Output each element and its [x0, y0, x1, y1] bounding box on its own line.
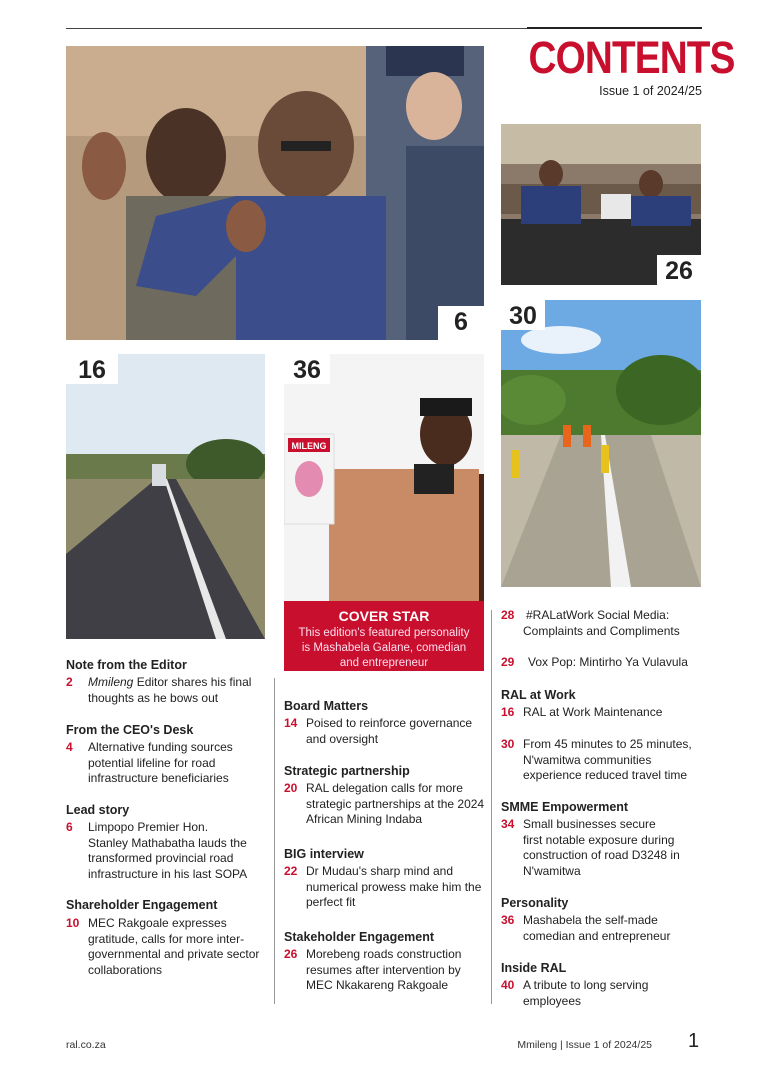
- premier-image: [66, 46, 484, 340]
- toc-text-10a: MEC Rakgoale expresses: [88, 916, 227, 930]
- toc-text-20b: strategic partnerships at the 2024: [306, 796, 485, 811]
- cover-star-line2: is Mashabela Galane, comedian: [301, 642, 467, 654]
- toc-num-4: 4: [66, 740, 73, 754]
- toc-num-2: 2: [66, 675, 73, 689]
- section-board: Board Matters: [284, 699, 369, 713]
- toc-num-29: 29: [501, 655, 515, 669]
- section-ceo: From the CEO's Desk: [66, 723, 194, 737]
- toc-text-2a: Editor shares his final: [133, 675, 252, 689]
- toc-text-34c: construction of road D3248 in: [523, 848, 680, 862]
- section-shareholder: Shareholder Engagement: [66, 898, 218, 912]
- footer-url[interactable]: ral.co.za: [66, 1039, 106, 1051]
- toc-text-6b: Stanley Mathabatha lauds the: [88, 835, 247, 850]
- toc-text-6d: infrastructure in his last SOPA: [88, 866, 248, 881]
- toc-num-22: 22: [284, 864, 298, 878]
- issue-label: Issue 1 of 2024/25: [599, 84, 702, 98]
- toc-text-34d: N'wamitwa: [523, 863, 581, 878]
- page-badge-30: 30: [501, 300, 545, 330]
- toc-text-20c: African Mining Indaba: [306, 812, 423, 826]
- toc-text-36a: Mashabela the self-made: [523, 913, 658, 927]
- photo-board[interactable]: [501, 124, 701, 285]
- section-ral-at-work: RAL at Work: [501, 688, 576, 702]
- section-inside-ral: Inside RAL: [501, 961, 567, 975]
- toc-text-14a: Poised to reinforce governance: [306, 716, 473, 730]
- toc-item-4[interactable]: [66, 740, 266, 788]
- toc-text-6a: Limpopo Premier Hon.: [88, 820, 209, 834]
- toc-text-26b: resumes after intervention by: [306, 962, 461, 977]
- toc-text-14b: and oversight: [306, 731, 379, 746]
- section-big-interview: BIG interview: [284, 847, 364, 861]
- cover-star-box[interactable]: [284, 601, 484, 671]
- toc-num-40: 40: [501, 978, 515, 992]
- toc-text-22c: perfect fit: [306, 895, 356, 909]
- page-badge-26: 26: [657, 255, 701, 285]
- page-badge-16: 16: [66, 354, 118, 384]
- toc-text-29a: Vox Pop: Mintirho Ya Vulavula: [528, 655, 688, 669]
- toc-text-6c: transformed provincial road: [88, 851, 234, 865]
- toc-text-28b: Complaints and Compliments: [523, 623, 680, 638]
- cover-star-line1: This edition's featured personality: [298, 627, 470, 639]
- toc-num-36: 36: [501, 913, 515, 927]
- toc-item-40[interactable]: [501, 978, 706, 1010]
- toc-text-22a: Dr Mudau's sharp mind and: [306, 864, 454, 878]
- cover-star-image: [284, 354, 484, 602]
- magazine-masthead: MILENG: [291, 441, 327, 451]
- road-closure-image: [501, 300, 701, 587]
- toc-num-20: 20: [284, 781, 298, 795]
- toc-text-22b: numerical prowess make him the: [306, 879, 482, 894]
- toc-item-30[interactable]: [501, 737, 706, 785]
- rural-road-image: [66, 354, 265, 639]
- toc-text-16a: RAL at Work Maintenance: [523, 705, 663, 719]
- toc-text-28a: #RALatWork Social Media:: [526, 608, 670, 622]
- toc-item-20[interactable]: [284, 781, 489, 829]
- toc-item-10[interactable]: [66, 916, 276, 980]
- toc-text-10c: governmental and private sector: [88, 947, 260, 961]
- toc-num-6: 6: [66, 820, 73, 834]
- top-rule-accent: [527, 27, 702, 29]
- toc-text-36b: comedian and entrepreneur: [523, 928, 671, 943]
- footer-publication: Mmileng | Issue 1 of 2024/25: [517, 1039, 652, 1051]
- section-personality: Personality: [501, 896, 569, 910]
- page-title: CONTENTS: [528, 32, 735, 83]
- page-badge-6: 6: [438, 306, 484, 340]
- photo-cover-star[interactable]: [284, 354, 484, 602]
- toc-text-4b: potential lifeline for road: [88, 755, 216, 770]
- toc-num-14: 14: [284, 716, 298, 730]
- toc-text-2b: thoughts as he bows out: [88, 690, 219, 705]
- toc-text-4a: Alternative funding sources: [88, 740, 233, 754]
- toc-text-40b: employees: [523, 993, 582, 1008]
- column-divider-2: [491, 610, 492, 1004]
- toc-item-2[interactable]: [66, 675, 266, 707]
- toc-num-30: 30: [501, 737, 515, 751]
- page-badge-36: 36: [284, 354, 330, 384]
- toc-item-6[interactable]: [66, 820, 266, 884]
- toc-item-28[interactable]: [501, 608, 706, 640]
- footer-page-number: 1: [688, 1030, 700, 1052]
- photo-rural-road[interactable]: [66, 354, 265, 639]
- toc-item-36[interactable]: [501, 913, 706, 945]
- toc-num-26: 26: [284, 947, 298, 961]
- toc-text-4c: infrastructure beneficiaries: [88, 771, 229, 785]
- section-stakeholder: Stakeholder Engagement: [284, 930, 435, 944]
- toc-text-30c: experience reduced travel time: [523, 768, 688, 782]
- cover-star-line3: and entrepreneur: [339, 657, 429, 669]
- toc-text-26a: Morebeng roads construction: [306, 947, 462, 961]
- toc-item-29[interactable]: [501, 655, 706, 671]
- section-editor: Note from the Editor: [66, 658, 187, 672]
- toc-text-30a: From 45 minutes to 25 minutes,: [523, 737, 692, 751]
- cover-star-heading: COVER STAR: [338, 608, 430, 624]
- toc-item-22[interactable]: [284, 864, 489, 912]
- toc-text-10d: collaborations: [88, 962, 163, 977]
- toc-num-16: 16: [501, 705, 515, 719]
- toc-text-30b: N'wamitwa communities: [523, 752, 652, 767]
- photo-premier[interactable]: [66, 46, 484, 340]
- section-lead: Lead story: [66, 803, 130, 817]
- toc-num-10: 10: [66, 916, 80, 930]
- section-smme: SMME Empowerment: [501, 800, 629, 814]
- toc-num-28: 28: [501, 608, 515, 622]
- toc-item-34[interactable]: [501, 817, 706, 881]
- toc-num-34: 34: [501, 817, 515, 831]
- toc-text-34a: Small businesses secure: [523, 817, 656, 831]
- toc-item-14[interactable]: [284, 716, 489, 748]
- section-strategic: Strategic partnership: [284, 764, 410, 778]
- toc-text-20a: RAL delegation calls for more: [306, 781, 463, 795]
- toc-text-40a: A tribute to long serving: [523, 978, 649, 992]
- toc-text-26c: MEC Nkakareng Rakgoale: [306, 978, 449, 992]
- toc-mag-name: Mmileng: [88, 675, 134, 689]
- toc-text-34b: first notable exposure during: [523, 832, 675, 847]
- photo-road-closure[interactable]: [501, 300, 701, 587]
- toc-item-26[interactable]: [284, 947, 489, 995]
- toc-text-10b: gratitude, calls for more inter-: [88, 931, 245, 946]
- toc-item-16[interactable]: [501, 705, 706, 721]
